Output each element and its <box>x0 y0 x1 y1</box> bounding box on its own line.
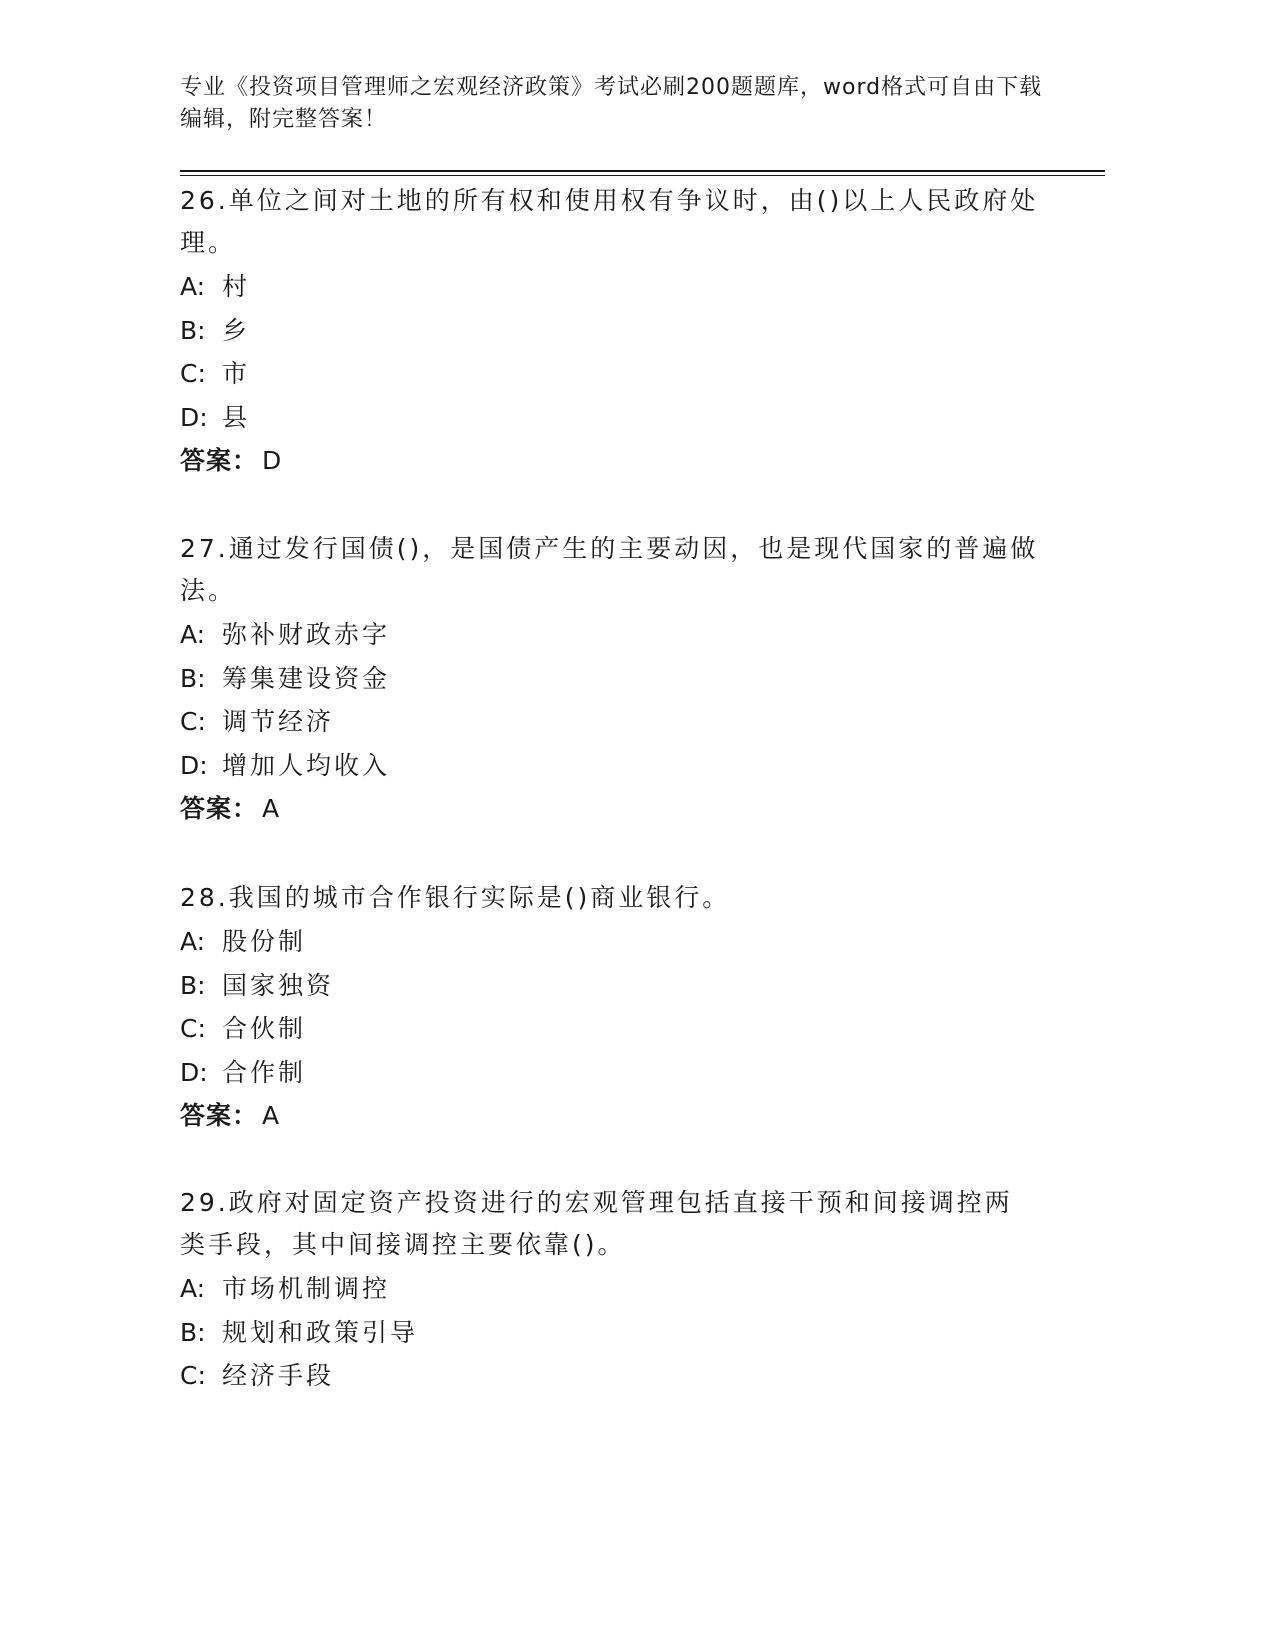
option-text: 县 <box>222 402 251 432</box>
option-a <box>180 920 1040 964</box>
question-stem: 29.政府对固定资产投资进行的宏观管理包括直接干预和间接调控两类手段，其中间接调控主要依靠()。 <box>180 1188 1013 1259</box>
option-letter: A: <box>180 620 206 649</box>
answer-label: 答案： <box>180 794 259 823</box>
option-text: 市场机制调控 <box>222 1274 391 1303</box>
option-letter: A: <box>180 272 206 301</box>
option-letter: C: <box>180 1014 206 1043</box>
option-b <box>180 309 1040 353</box>
option-letter: B: <box>180 970 206 1000</box>
option-a <box>180 265 1040 309</box>
answer-line <box>180 1094 1040 1138</box>
question-26 <box>180 180 1040 483</box>
option-letter: C: <box>180 1361 206 1390</box>
option-letter: D: <box>180 402 208 432</box>
option-text: 经济手段 <box>222 1361 335 1390</box>
option-letter: D: <box>180 1057 208 1087</box>
option-letter: B: <box>180 1317 206 1347</box>
option-letter: B: <box>180 663 206 693</box>
option-c <box>180 1354 1040 1398</box>
option-d <box>180 396 1040 440</box>
option-text: 调节经济 <box>222 707 335 736</box>
option-text: 规划和政策引导 <box>222 1317 419 1347</box>
answer-label: 答案： <box>180 446 259 475</box>
option-text: 股份制 <box>222 927 307 956</box>
answer-value: A <box>262 1101 283 1130</box>
question-stem: 26.单位之间对土地的所有权和使用权有争议时，由()以上人民政府处理。 <box>180 186 1039 257</box>
option-a <box>180 1267 1040 1311</box>
header-divider-thin <box>180 175 1105 176</box>
option-d <box>180 1051 1040 1095</box>
question-29 <box>180 1182 1040 1398</box>
option-a <box>180 613 1040 657</box>
document-header: 专业《投资项目管理师之宏观经济政策》考试必刷200题题库，word格式可自由下载编辑，附完整答案！ <box>180 75 1043 132</box>
option-letter: C: <box>180 359 206 388</box>
option-text: 国家独资 <box>222 970 335 1000</box>
option-text: 弥补财政赤字 <box>222 620 391 649</box>
option-c <box>180 352 1040 396</box>
option-letter: C: <box>180 707 206 736</box>
answer-line <box>180 787 1040 831</box>
option-c <box>180 1007 1040 1051</box>
option-text: 增加人均收入 <box>222 750 391 780</box>
option-d <box>180 744 1040 788</box>
option-letter: B: <box>180 315 206 345</box>
option-b <box>180 657 1040 701</box>
option-b <box>180 964 1040 1008</box>
question-stem: 27.通过发行国债()，是国债产生的主要动因，也是现代国家的普遍做法。 <box>180 534 1039 605</box>
option-text: 市 <box>222 359 251 388</box>
answer-line <box>180 439 1040 483</box>
question-28 <box>180 877 1040 1138</box>
option-c <box>180 700 1040 744</box>
option-b <box>180 1311 1040 1355</box>
option-text: 合伙制 <box>222 1014 307 1043</box>
question-stem: 28.我国的城市合作银行实际是()商业银行。 <box>180 883 731 912</box>
option-text: 筹集建设资金 <box>222 663 391 693</box>
answer-value: A <box>262 794 283 823</box>
question-27 <box>180 528 1040 831</box>
option-letter: A: <box>180 1274 206 1303</box>
answer-label: 答案： <box>180 1101 259 1130</box>
option-letter: A: <box>180 927 206 956</box>
option-text: 乡 <box>222 315 251 345</box>
answer-value: D <box>262 446 285 475</box>
option-text: 合作制 <box>222 1057 307 1087</box>
option-letter: D: <box>180 750 208 780</box>
header-divider-thick <box>180 170 1105 172</box>
option-text: 村 <box>222 272 251 301</box>
